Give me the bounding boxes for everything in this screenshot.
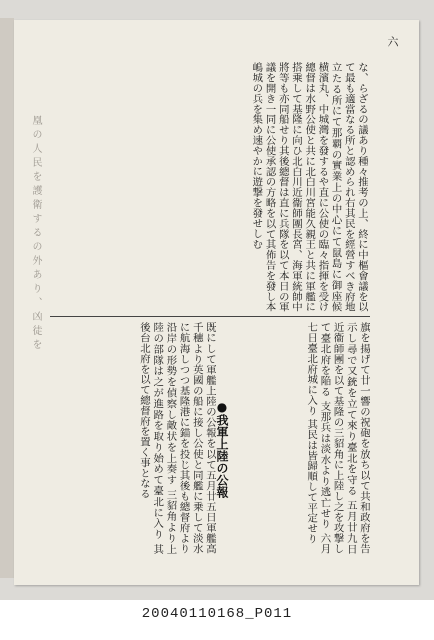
binding-edge	[0, 18, 14, 578]
page-number: 六	[386, 36, 399, 47]
section-heading: ●我軍上陸の公報	[215, 400, 229, 498]
article-upper-text: な、らざるの議あり種々推考の上、終に中樞會議を以て最も適當なる所と認められ右其民を經營すべき府地立たる所にて那覇の實業上の中心にて鼠島に御座候 横濱丸、中城灣を發するや直に公使の臨々指揮を受け總督は水野公使と共に北白川宮能久親王と共に軍艦に搭乘して基隆に向ひ北白川近衞師團長宮、海軍統帥中將等も亦同船せり其後總督は直に兵隊を以て本日の軍議を開き一同に公使承認の方略を以て其佈告を發し本嶋城の兵を集め速やかに遊撃を發せしむ	[250, 62, 368, 312]
binding-side-note: 凰の人民を護衛するの外あり、凶徒を	[30, 115, 41, 353]
section-divider	[50, 316, 370, 317]
image-caption: 20040110168_P011	[141, 606, 293, 622]
article-lower-left-text: 既にして軍艦上陸の公報を以て五月廿五日軍艦高千穗より英國の船に接し公使と同艦に乗して淡水に航海しつつ基隆港に錨を投じ其後も總督府より沿岸の形勢を偵察し敵状を上奏す 三貂角より上陸の部隊は之が進路を取り始めて臺北に入り 其後台北府を以て總督府を置く事となる	[137, 322, 216, 554]
article-lower-right-text: 旗を揚げて廿一響の祝砲を放ち以て共和政府を告示し尋で又銃を立て來り臺北を守る 五月廿九日近衞師團を以て基隆の三貂角に上陸し之を攻撃して臺北府を陥る 支那兵は淡水より逃亡せり 六月七日臺北府城に入り 其民は皆歸順して平定せり	[305, 322, 370, 554]
